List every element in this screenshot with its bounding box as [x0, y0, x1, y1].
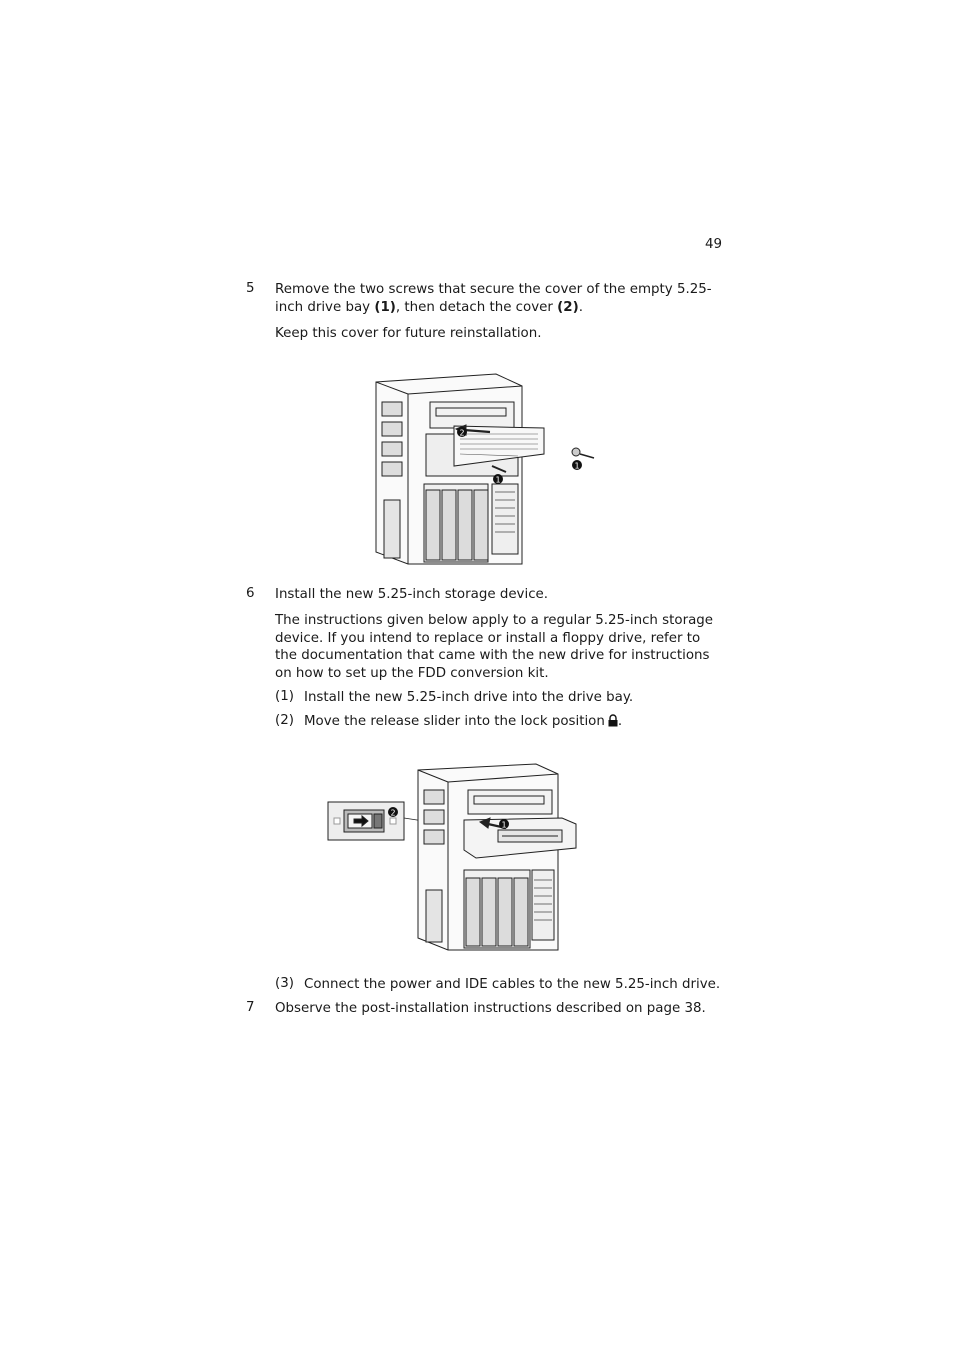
figure-remove-bay-cover — [368, 372, 608, 568]
svg-text:2: 2 — [459, 428, 465, 438]
step-7-text: Observe the post-installation instructions described on page 38. — [275, 1001, 706, 1016]
step-6-text: Install the new 5.25-inch storage device. — [275, 587, 549, 602]
callout-ref-1: (1) — [374, 299, 396, 315]
callout-1b-marker — [572, 460, 582, 471]
substep-2-number: (2) — [275, 713, 294, 728]
step-7-number: 7 — [246, 1000, 255, 1015]
chassis-illustration-1 — [368, 372, 608, 568]
step-6-paragraph: The instructions given below apply to a regular 5.25-inch storage device. If you intend to replace or install a floppy drive, refer to the documentation that came with the new drive for instructions on how to set up the FDD conversion kit. — [275, 613, 714, 681]
figure-install-drive — [326, 760, 582, 954]
page-number: 49 — [704, 237, 722, 252]
svg-text:1: 1 — [501, 820, 507, 830]
substep-1-text: Install the new 5.25-inch drive into the drive bay. — [304, 690, 634, 705]
padlock-icon — [608, 714, 618, 727]
step-5-number: 5 — [246, 281, 255, 296]
svg-text:1: 1 — [495, 475, 501, 485]
substep-3-number: (3) — [275, 976, 294, 991]
substep-3-text: Connect the power and IDE cables to the new 5.25-inch drive. — [304, 977, 721, 992]
substep-2-text: Move the release slider into the lock position . — [304, 714, 623, 729]
callout-ref-2: (2) — [557, 299, 579, 315]
step-5-text: Remove the two screws that secure the cover of the empty 5.25-inch drive bay (1), then detach the cover (2). — [275, 282, 712, 315]
step-5-note: Keep this cover for future reinstallation. — [275, 326, 542, 341]
step-6-number: 6 — [246, 586, 255, 601]
substep-1-number: (1) — [275, 689, 294, 704]
svg-text:2: 2 — [390, 808, 396, 818]
chassis-illustration-2 — [326, 760, 582, 954]
svg-text:1: 1 — [574, 461, 580, 471]
